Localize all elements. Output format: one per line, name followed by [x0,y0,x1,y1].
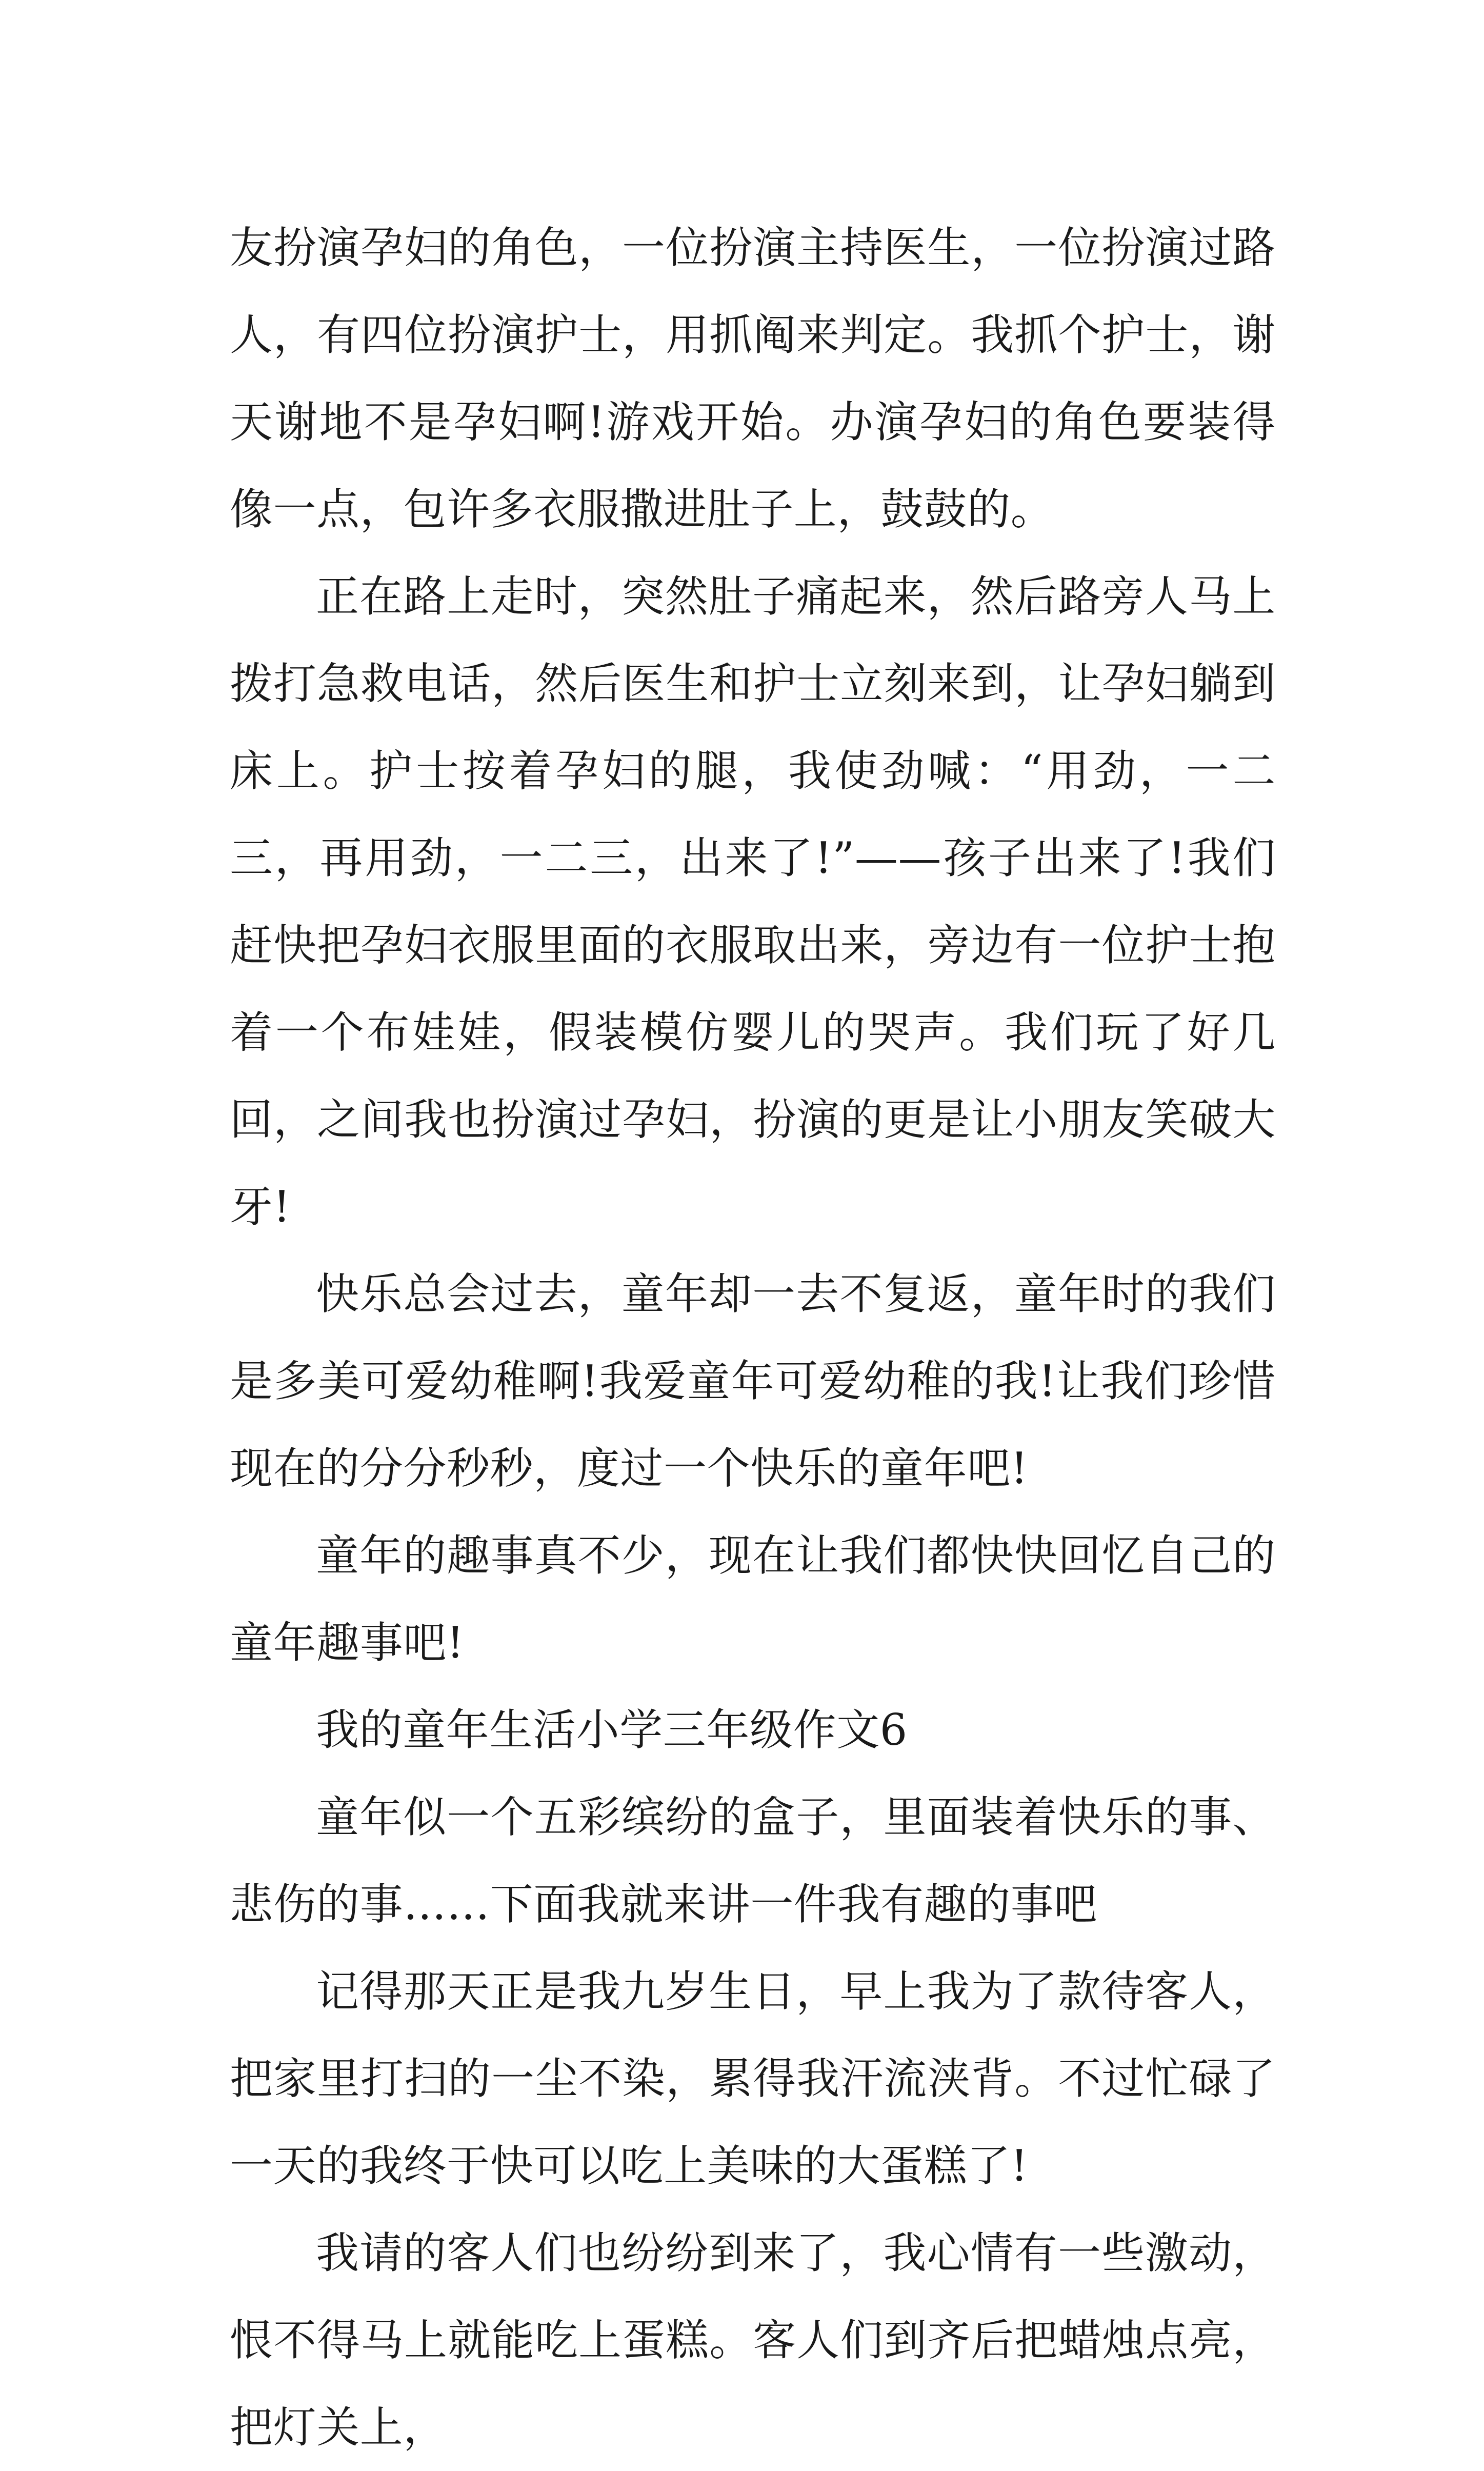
section-heading: 我的童年生活小学三年级作文6 [316,1705,908,1755]
paragraph-3: 快乐总会过去，童年却一去不复返，童年时的我们是多美可爱幼稚啊!我爱童年可爱幼稚的我!让我们珍惜现在的分分秒秒，度过一个快乐的童年吧! [230,1269,1276,1493]
paragraph-4: 童年的趣事真不少，现在让我们都快快回忆自己的童年趣事吧! [230,1530,1276,1668]
paragraph-2: 正在路上走时，突然肚子痛起来，然后路旁人马上拨打急救电话，然后医生和护士立刻来到，让孕妇躺到床上。护士按着孕妇的腿，我使劲喊：“用劲，一二三，再用劲，一二三，出来了!”——孩子出来了!我们赶快把孕妇衣服里面的衣服取出来，旁边有一位护士抱着一个布娃娃，假装模仿婴儿的哭声。我们玩了好几回，之间我也扮演过孕妇，扮演的更是让小朋友笑破大牙! [230,571,1276,1232]
paragraph-7: 我请的客人们也纷纷到来了，我心情有一些激动，恨不得马上就能吃上蛋糕。客人们到齐后把蜡烛点亮，把灯关上， [230,2228,1276,2453]
paragraph-6: 记得那天正是我九岁生日，早上我为了款待客人，把家里打扫的一尘不染，累得我汗流浃背。不过忙碌了一天的我终于快可以吃上美味的大蛋糕了! [230,1966,1276,2191]
document-body [230,204,1276,2471]
paragraph-5: 童年似一个五彩缤纷的盒子，里面装着快乐的事、悲伤的事……下面我就来讲一件我有趣的事吧 [230,1792,1276,1929]
paragraph-1: 友扮演孕妇的角色，一位扮演主持医生，一位扮演过路人，有四位扮演护士，用抓阄来判定。我抓个护士，谢天谢地不是孕妇啊!游戏开始。办演孕妇的角色要装得像一点，包许多衣服撒进肚子上，鼓鼓的。 [230,223,1276,534]
